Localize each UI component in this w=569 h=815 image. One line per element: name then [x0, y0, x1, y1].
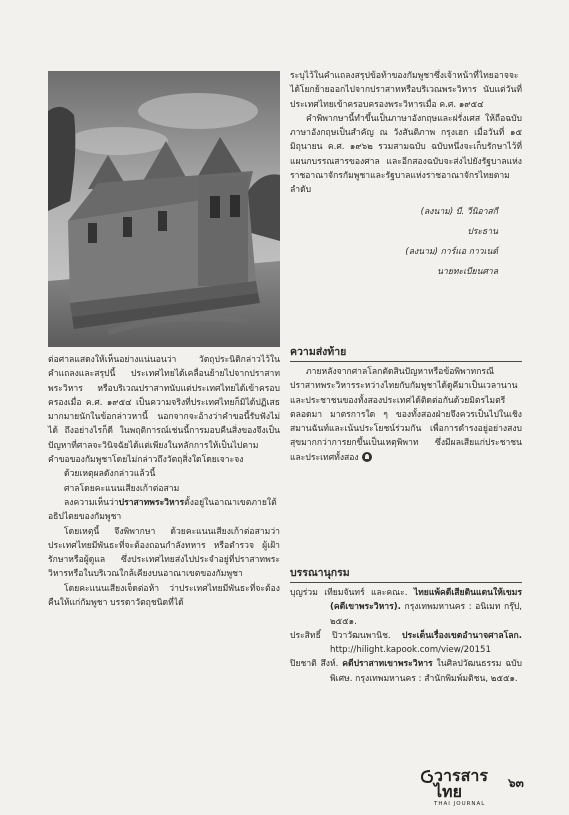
section-title: ความส่งท้าย	[290, 346, 347, 358]
ref-title: ประเด็นเรื่องเขตอำนาจศาลโลก.	[402, 630, 523, 641]
bold-term: ปราสาทพระวิหาร	[118, 497, 185, 508]
signature-name: (ลงนาม) บี. วีนิอาสกี	[420, 206, 498, 217]
bibliography-section	[290, 565, 522, 686]
ref-rest: ในศิลปวัฒนธรรม ฉบับพิเศษ. กรุงเทพมหานคร : สำนักพิมพ์มติชน, ๒๕๕๑.	[330, 659, 522, 684]
ref-rest: กรุงเทพมหานคร : อนิเมท กรุ๊ป, ๒๕๕๑.	[330, 602, 523, 627]
text-run: ภายหลังจากศาลโลกตัดสินปัญหาหรือข้อพิพาทกรณีปราสาทพระวิหารระหว่างไทยกับกัมพูชาได้ดูคีมาเป็นเวลานาน และประชาชนของทั้งสองประเทศได้ติดต่อกันด้วยมิตรไมตรีตลอดมา มาตรการใด ๆ ของทั้งสองฝ่ายจึงควรเป็นไปในเชิงสมานฉันท์และเน้นประโยชน์ร่วมกัน เพื่อการดำรงอยู่อย่างสงบสุขมากกว่าการยกขึ้นเป็นเหตุพิพาท ซึ่งมีผลเสียแก่ประชาชนและประเทศทั้งสอง	[290, 367, 522, 463]
signature-name: (ลงนาม) การ์แอ กาวเนต์	[405, 246, 498, 257]
bibliography-entry	[290, 629, 522, 658]
body-paragraph: ต่อศาลแสดงให้เห็นอย่างแน่นอนว่า วัตถุประนิติกล่าวไว้ในคำแถลงและสรุปนี้ ประเทศไทยได้เคลื่อนย้ายไปจากปราสาทพระวิหาร หรือบริเวณปราสาทนับแต่ประเทศไทยได้เข้าครอบครองเมื่อ ค.ศ. ๑๙๕๔ เป็นความจริงที่ประเทศไทยก็มิได้ปฏิเสธมากมายนักในข้อกล่าวหานี้ นอกจากจะอ้างว่าคำขอนี้รับฟังไม่ได้ ถึงอย่างไรก็ดี ในพฤติการณ์เช่นนี้การมอบคืนสิ่งของจึงเป็นปัญหาที่ศาลจะวินิจฉัยได้แต่เพียงในหลักการให้เป็นไปตามคำขอของกัมพูชาโดยไม่กล่าวถึงวัตถุสิ่งใดโดยเจาะจง	[48, 355, 280, 466]
journal-swirl-icon	[420, 768, 434, 784]
temple-photo	[48, 71, 280, 347]
logo-subtext: THAI JOURNAL	[434, 801, 486, 807]
section-rule	[290, 582, 522, 583]
body-paragraph	[48, 496, 280, 525]
text-run: ตั้งอยู่ในอาณาเขตภายใต้อธิปไตยของกัมพูชา	[48, 497, 277, 523]
ref-author: ประสิทธิ์ ปิวาวัฒนพานิช.	[290, 630, 391, 641]
end-of-article-icon	[362, 452, 372, 462]
signature-title: นายทะเบียนศาล	[437, 266, 498, 277]
page-number: ๖๓	[508, 776, 524, 790]
body-paragraph: โดยเหตุนี้ จึงพิพากษา ด้วยคะแนนเสียงเก้าต่อสามว่าประเทศไทยมีพันธะที่จะต้องถอนกำลังทหาร หรือตำรวจ ผู้เฝ้ารักษาหรือผู้ดูแล ซึ่งประเทศไทยส่งไปประจำอยู่ที่ปราสาทพระวิหารหรือในบริเวณใกล้เคียงบนอาณาเขตของกัมพูชา	[48, 526, 280, 580]
ref-link[interactable]: http://hilight.kapook.com/view/20151	[330, 645, 491, 656]
ref-author: บุญร่วม เทียมจันทร์ และคณะ.	[290, 588, 408, 598]
right-column	[290, 69, 522, 282]
bibliography-entry	[290, 657, 522, 686]
left-column	[48, 353, 280, 610]
ref-author: ปิยชาติ สึงห์.	[290, 659, 339, 670]
bibliography-entry	[290, 586, 522, 629]
journal-logo	[420, 766, 498, 807]
signature-title: ประธาน	[467, 226, 498, 237]
body-paragraph: ด้วยเหตุผลดังกล่าวแล้วนี้	[64, 469, 156, 480]
body-paragraph: โดยคะแนนเสียงเจ็ดต่อห้า ว่าประเทศไทยมีพันธะที่จะต้องคืนให้แก่กัมพูชา บรรดาวัตถุชนิดที่ได้	[48, 583, 280, 609]
ref-title: ไทยแพ้คดีเสียดินแดนให้เขมร (คดีเขาพระวิหาร).	[330, 588, 522, 613]
ref-title: คดีปราสาทเขาพระวิหาร	[342, 659, 433, 670]
section-title: บรรณานุกรม	[290, 567, 350, 579]
text-run: ลงความเห็นว่า	[64, 497, 119, 508]
body-paragraph: ศาลโดยคะแนนเสียงเก้าต่อสาม	[64, 483, 180, 494]
body-paragraph: ระบุไว้ในคำแถลงสรุปข้อท้าของกัมพูชาซึ่งเจ้าหน้าที่ไทยอาจจะได้โยกย้ายออกไปจากปราสาทหรือบริเวณพระวิหาร นับแต่วันที่ประเทศไทยเข้าครอบครองพระวิหารเมื่อ ค.ศ. ๑๙๕๔	[290, 71, 522, 110]
body-paragraph: คำพิพากษานี้ทำขึ้นเป็นภาษาอังกฤษและฝรั่งเศส ให้ถือฉบับภาษาอังกฤษเป็นสำคัญ ณ วังสันติภาพ กรุงเฮก เมื่อวันที่ ๑๕ มิถุนายน ค.ศ. ๑๙๖๒ รวมสามฉบับ ฉบับหนึ่งจะเก็บรักษาไว้ที่แผนกบรรณสารของศาล และอีกสองฉบับจะส่งไปยังรัฐบาลแห่งราชอาณาจักรกัมพูชาและรัฐบาลแห่งราชอาณาจักรไทยตามลำดับ	[290, 113, 522, 196]
body-paragraph	[290, 365, 522, 465]
signature-block	[290, 202, 522, 282]
conclusion-section	[290, 344, 522, 465]
section-rule	[290, 361, 522, 362]
logo-text: วารสารไทย	[434, 766, 488, 801]
